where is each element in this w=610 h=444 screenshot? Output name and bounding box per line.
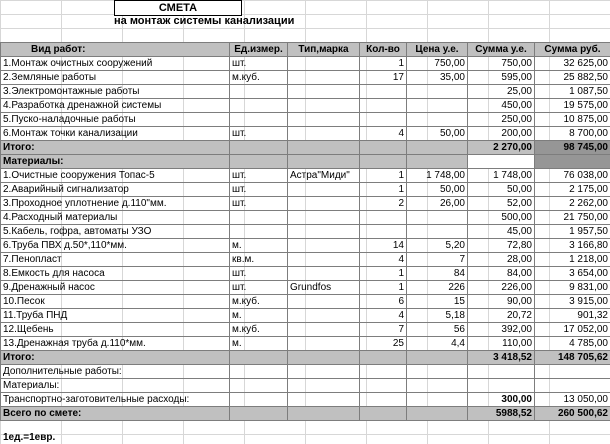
item-unit[interactable]	[230, 85, 288, 99]
item-sum-ue[interactable]: 110,00	[468, 337, 535, 351]
cell[interactable]	[288, 351, 360, 365]
item-name[interactable]: 3.Проходное уплотнение д.110"мм.	[1, 197, 230, 211]
cell[interactable]	[360, 379, 407, 393]
item-unit[interactable]: шт.	[230, 57, 288, 71]
item-qty[interactable]	[360, 85, 407, 99]
item-qty[interactable]: 1	[360, 183, 407, 197]
table-row	[1, 239, 610, 253]
cell[interactable]	[360, 365, 407, 379]
extra-materials-row	[1, 379, 610, 393]
table-row	[1, 113, 610, 127]
cell[interactable]	[535, 155, 610, 169]
item-sum-ue[interactable]: 72,80	[468, 239, 535, 253]
item-sum-ue[interactable]: 226,00	[468, 281, 535, 295]
item-price[interactable]	[407, 211, 468, 225]
item-brand[interactable]	[288, 295, 360, 309]
row-sum-ue[interactable]: 300,00	[468, 393, 535, 407]
row-label[interactable]: Транспортно-заготовительные расходы:	[1, 393, 230, 407]
item-qty[interactable]: 1	[360, 169, 407, 183]
total-sum-rub[interactable]: 98 745,00	[535, 141, 610, 155]
materials-section-row	[1, 155, 610, 169]
document-subtitle: на монтаж системы канализации	[114, 15, 295, 27]
table-row	[1, 211, 610, 225]
row-sum-rub[interactable]	[535, 379, 610, 393]
row-sum-ue[interactable]	[468, 365, 535, 379]
cell[interactable]	[407, 351, 468, 365]
item-qty[interactable]: 1	[360, 267, 407, 281]
item-sum-rub[interactable]: 4 785,00	[535, 337, 610, 351]
item-sum-ue[interactable]: 20,72	[468, 309, 535, 323]
row-sum-rub[interactable]: 13 050,00	[535, 393, 610, 407]
cell[interactable]	[288, 155, 360, 169]
item-brand[interactable]	[288, 183, 360, 197]
item-name[interactable]: 11.Труба ПНД	[1, 309, 230, 323]
total-label[interactable]: Итого:	[1, 141, 230, 155]
table-row	[1, 337, 610, 351]
item-brand[interactable]	[288, 57, 360, 71]
cell[interactable]	[288, 379, 360, 393]
item-price[interactable]: 56	[407, 323, 468, 337]
item-qty[interactable]: 4	[360, 253, 407, 267]
item-unit[interactable]: м.	[230, 337, 288, 351]
item-brand[interactable]: Grundfos	[288, 281, 360, 295]
table-row	[1, 85, 610, 99]
item-unit[interactable]: шт.	[230, 197, 288, 211]
item-name[interactable]: 4.Разработка дренажной системы	[1, 99, 230, 113]
item-sum-ue[interactable]: 595,00	[468, 71, 535, 85]
item-price[interactable]	[407, 225, 468, 239]
item-name[interactable]: 10.Песок	[1, 295, 230, 309]
item-qty[interactable]: 4	[360, 309, 407, 323]
item-sum-ue[interactable]: 50,00	[468, 183, 535, 197]
cell[interactable]	[288, 407, 360, 421]
item-qty[interactable]	[360, 113, 407, 127]
cell[interactable]	[288, 393, 360, 407]
cell[interactable]	[288, 365, 360, 379]
cell[interactable]	[230, 379, 288, 393]
item-name[interactable]: 6.Монтаж точки канализации	[1, 127, 230, 141]
cell[interactable]	[407, 379, 468, 393]
table-row	[1, 295, 610, 309]
total-sum-rub[interactable]: 260 500,62	[535, 407, 610, 421]
cell[interactable]	[230, 351, 288, 365]
item-name[interactable]: 2.Аварийный сигнализатор	[1, 183, 230, 197]
item-name[interactable]: 1.Очистные сооружения Топас-5	[1, 169, 230, 183]
cell[interactable]	[407, 141, 468, 155]
item-brand[interactable]	[288, 239, 360, 253]
item-sum-rub[interactable]: 8 700,00	[535, 127, 610, 141]
item-sum-rub[interactable]: 9 831,00	[535, 281, 610, 295]
table-row	[1, 267, 610, 281]
item-unit[interactable]	[230, 113, 288, 127]
column-header[interactable]: Ед.измер.	[230, 43, 288, 57]
item-sum-ue[interactable]: 84,00	[468, 267, 535, 281]
item-name[interactable]: 7.Пенопласт	[1, 253, 230, 267]
item-unit[interactable]: шт.	[230, 267, 288, 281]
total-sum-ue[interactable]: 3 418,52	[468, 351, 535, 365]
item-sum-rub[interactable]: 76 038,00	[535, 169, 610, 183]
item-unit[interactable]	[230, 211, 288, 225]
item-sum-rub[interactable]: 21 750,00	[535, 211, 610, 225]
item-name[interactable]: 2.Земляные работы	[1, 71, 230, 85]
item-name[interactable]: 13.Дренажная труба д.110*мм.	[1, 337, 230, 351]
item-name[interactable]: 9.Дренажный насос	[1, 281, 230, 295]
table-row	[1, 253, 610, 267]
item-sum-rub[interactable]: 32 625,00	[535, 57, 610, 71]
cell[interactable]	[360, 351, 407, 365]
item-sum-ue[interactable]: 200,00	[468, 127, 535, 141]
item-brand[interactable]	[288, 99, 360, 113]
total-sum-ue[interactable]: 5988,52	[468, 407, 535, 421]
item-qty[interactable]	[360, 225, 407, 239]
cell[interactable]	[230, 393, 288, 407]
item-price[interactable]: 50,00	[407, 127, 468, 141]
item-qty[interactable]: 2	[360, 197, 407, 211]
item-brand[interactable]	[288, 309, 360, 323]
item-unit[interactable]: м.куб.	[230, 323, 288, 337]
cell[interactable]	[407, 365, 468, 379]
item-sum-rub[interactable]: 1 957,50	[535, 225, 610, 239]
column-header[interactable]: Цена у.е.	[407, 43, 468, 57]
item-sum-ue[interactable]: 1 748,00	[468, 169, 535, 183]
row-sum-rub[interactable]	[535, 365, 610, 379]
item-price[interactable]: 4,4	[407, 337, 468, 351]
item-unit[interactable]: м.куб.	[230, 295, 288, 309]
column-header[interactable]: Тип,марка	[288, 43, 360, 57]
column-header[interactable]: Кол-во	[360, 43, 407, 57]
total-sum-rub[interactable]: 148 705,62	[535, 351, 610, 365]
item-price[interactable]: 26,00	[407, 197, 468, 211]
item-unit[interactable]: м.куб.	[230, 71, 288, 85]
table-row	[1, 183, 610, 197]
total-label[interactable]: Итого:	[1, 351, 230, 365]
item-price[interactable]: 5,20	[407, 239, 468, 253]
item-brand[interactable]	[288, 211, 360, 225]
item-qty[interactable]	[360, 211, 407, 225]
item-name[interactable]: 12.Щебень	[1, 323, 230, 337]
cell[interactable]	[230, 141, 288, 155]
item-name[interactable]: 1.Монтаж очистных сооружений	[1, 57, 230, 71]
item-brand[interactable]	[288, 197, 360, 211]
item-price[interactable]	[407, 113, 468, 127]
cell[interactable]	[360, 393, 407, 407]
item-qty[interactable]: 1	[360, 57, 407, 71]
item-price[interactable]: 50,00	[407, 183, 468, 197]
item-qty[interactable]: 25	[360, 337, 407, 351]
row-label[interactable]: Дополнительные работы:	[1, 365, 230, 379]
table-row	[1, 323, 610, 337]
item-qty[interactable]: 7	[360, 323, 407, 337]
total-sum-ue[interactable]: 2 270,00	[468, 141, 535, 155]
item-price[interactable]: 5,18	[407, 309, 468, 323]
materials-total-row	[1, 351, 610, 365]
item-sum-rub[interactable]: 901,32	[535, 309, 610, 323]
row-label[interactable]: Материалы:	[1, 379, 230, 393]
column-header[interactable]: Вид работ:	[1, 43, 230, 57]
item-sum-ue[interactable]: 450,00	[468, 99, 535, 113]
item-sum-ue[interactable]: 750,00	[468, 57, 535, 71]
item-qty[interactable]: 14	[360, 239, 407, 253]
item-unit[interactable]: м.	[230, 239, 288, 253]
item-sum-rub[interactable]: 2 262,00	[535, 197, 610, 211]
document-title: СМЕТА	[114, 0, 242, 16]
item-price[interactable]: 35,00	[407, 71, 468, 85]
item-sum-ue[interactable]: 52,00	[468, 197, 535, 211]
header-row	[1, 43, 610, 57]
item-sum-rub[interactable]: 25 882,50	[535, 71, 610, 85]
item-sum-rub[interactable]: 3 166,80	[535, 239, 610, 253]
works-total-row	[1, 141, 610, 155]
item-brand[interactable]: Астра"Миди"	[288, 169, 360, 183]
item-name[interactable]: 5.Кабель, гофра, автоматы УЗО	[1, 225, 230, 239]
item-price[interactable]: 1 748,00	[407, 169, 468, 183]
table-row	[1, 57, 610, 71]
cell[interactable]	[288, 141, 360, 155]
item-brand[interactable]	[288, 127, 360, 141]
table-row	[1, 225, 610, 239]
item-qty[interactable]	[360, 99, 407, 113]
cell[interactable]	[407, 393, 468, 407]
column-header[interactable]: Сумма руб.	[535, 43, 610, 57]
item-sum-rub[interactable]: 3 915,00	[535, 295, 610, 309]
column-header[interactable]: Сумма у.е.	[468, 43, 535, 57]
item-price[interactable]: 7	[407, 253, 468, 267]
table-row	[1, 309, 610, 323]
item-brand[interactable]	[288, 267, 360, 281]
table-row	[1, 71, 610, 85]
item-sum-ue[interactable]: 500,00	[468, 211, 535, 225]
item-sum-ue[interactable]: 90,00	[468, 295, 535, 309]
item-sum-ue[interactable]: 392,00	[468, 323, 535, 337]
item-brand[interactable]	[288, 337, 360, 351]
item-qty[interactable]: 4	[360, 127, 407, 141]
item-sum-rub[interactable]: 1 087,50	[535, 85, 610, 99]
item-sum-rub[interactable]: 2 175,00	[535, 183, 610, 197]
item-sum-ue[interactable]: 250,00	[468, 113, 535, 127]
currency-footnote: 1ед.=1евр.	[3, 432, 56, 443]
cell[interactable]	[407, 155, 468, 169]
table-row	[1, 169, 610, 183]
grand-total-row	[1, 407, 610, 421]
table-row	[1, 99, 610, 113]
item-unit[interactable]: м.	[230, 309, 288, 323]
item-price[interactable]: 84	[407, 267, 468, 281]
section-label[interactable]: Материалы:	[1, 155, 230, 169]
item-qty[interactable]: 17	[360, 71, 407, 85]
item-brand[interactable]	[288, 323, 360, 337]
table-row	[1, 281, 610, 295]
item-brand[interactable]	[288, 225, 360, 239]
cell[interactable]	[360, 141, 407, 155]
item-unit[interactable]: шт.	[230, 183, 288, 197]
item-sum-ue[interactable]: 25,00	[468, 85, 535, 99]
estimate-table	[0, 42, 610, 421]
cell[interactable]	[360, 155, 407, 169]
item-name[interactable]: 8.Емкость для насоса	[1, 267, 230, 281]
item-name[interactable]: 3.Электромонтажные работы	[1, 85, 230, 99]
cell[interactable]	[468, 155, 535, 169]
item-unit[interactable]: шт.	[230, 169, 288, 183]
cell[interactable]	[230, 155, 288, 169]
item-sum-rub[interactable]: 3 654,00	[535, 267, 610, 281]
item-brand[interactable]	[288, 253, 360, 267]
item-price[interactable]	[407, 85, 468, 99]
item-unit[interactable]: шт.	[230, 127, 288, 141]
cell[interactable]	[360, 407, 407, 421]
item-sum-rub[interactable]: 17 052,00	[535, 323, 610, 337]
item-name[interactable]: 5.Пуско-наладочные работы	[1, 113, 230, 127]
cell[interactable]	[230, 365, 288, 379]
cell[interactable]	[230, 407, 288, 421]
item-price[interactable]: 15	[407, 295, 468, 309]
item-name[interactable]: 4.Расходный материалы	[1, 211, 230, 225]
item-sum-rub[interactable]: 1 218,00	[535, 253, 610, 267]
item-sum-ue[interactable]: 28,00	[468, 253, 535, 267]
item-qty[interactable]: 1	[360, 281, 407, 295]
item-sum-rub[interactable]: 19 575,00	[535, 99, 610, 113]
item-unit[interactable]: кв.м.	[230, 253, 288, 267]
item-price[interactable]: 226	[407, 281, 468, 295]
item-unit[interactable]	[230, 225, 288, 239]
item-unit[interactable]: шт.	[230, 281, 288, 295]
item-brand[interactable]	[288, 71, 360, 85]
item-unit[interactable]	[230, 99, 288, 113]
item-sum-rub[interactable]: 10 875,00	[535, 113, 610, 127]
item-price[interactable]	[407, 99, 468, 113]
item-brand[interactable]	[288, 113, 360, 127]
cell[interactable]	[407, 407, 468, 421]
item-brand[interactable]	[288, 85, 360, 99]
item-qty[interactable]: 6	[360, 295, 407, 309]
transport-row	[1, 393, 610, 407]
item-sum-ue[interactable]: 45,00	[468, 225, 535, 239]
table-row	[1, 197, 610, 211]
row-sum-ue[interactable]	[468, 379, 535, 393]
additional-works-row	[1, 365, 610, 379]
item-name[interactable]: 6.Труба ПВХ д.50*,110*мм.	[1, 239, 230, 253]
item-price[interactable]: 750,00	[407, 57, 468, 71]
table-row	[1, 127, 610, 141]
total-label[interactable]: Всего по смете:	[1, 407, 230, 421]
